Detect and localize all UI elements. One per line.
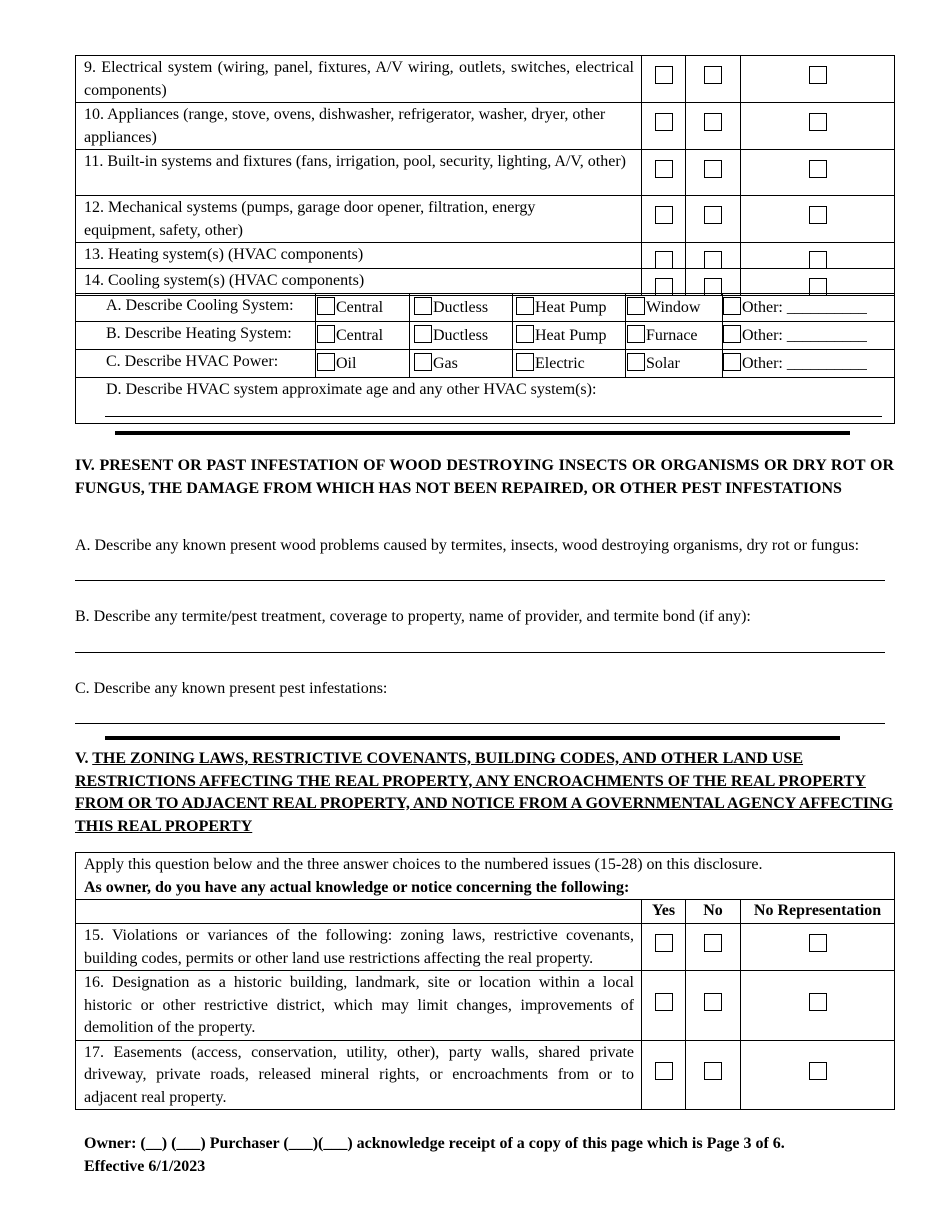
issue-16-no-checkbox[interactable]: [704, 993, 722, 1011]
issue-10-norep-checkbox[interactable]: [809, 113, 827, 131]
cooling-option-ductless: Ductless: [433, 299, 489, 316]
heating-heat-pump-checkbox[interactable]: [516, 325, 534, 343]
heating-option-furnace: Furnace: [646, 327, 698, 344]
heating-other-checkbox[interactable]: [723, 325, 741, 343]
section3-issues-table: [75, 55, 895, 296]
table-row: [76, 103, 895, 150]
heating-central-checkbox[interactable]: [317, 325, 335, 343]
instruction-row: [76, 853, 895, 900]
issue-11-text: 11. Built-in systems and fixtures (fans, irrigation, pool, security, lighting, A/V, other): [76, 150, 642, 196]
question-b-input[interactable]: [75, 652, 885, 653]
issue-16-text: 16. Designation as a historic building, landmark, site or location within a local historic or other restrictive district, which may limit changes, improvements of demolition of the property.: [76, 971, 642, 1041]
issue-11-yes-checkbox[interactable]: [655, 160, 673, 178]
cooling-option-heat-pump: Heat Pump: [535, 299, 607, 316]
power-option-other: Other: __________: [742, 355, 867, 372]
section4-heading: IV. PRESENT OR PAST INFESTATION OF WOOD DESTROYING INSECTS OR ORGANISMS OR DRY ROT OR FUNGUS, THE DAMAGE FROM WHICH HAS NOT BEEN REPAIRED, OR OTHER PEST INFESTATIONS: [75, 457, 894, 497]
issue-10-no-checkbox[interactable]: [704, 113, 722, 131]
footer: [84, 1133, 934, 1178]
issue-16-yes-checkbox[interactable]: [655, 993, 673, 1011]
heating-option-central: Central: [336, 327, 384, 344]
power-other-checkbox[interactable]: [723, 353, 741, 371]
question-c-input[interactable]: [75, 723, 885, 724]
power-electric-checkbox[interactable]: [516, 353, 534, 371]
section4-question-b: B. Describe any termite/pest treatment, coverage to property, name of provider, and termite bond (if any):: [75, 608, 751, 625]
question-a-input[interactable]: [75, 580, 885, 581]
blank-header: [76, 900, 642, 924]
cooling-window-checkbox[interactable]: [627, 297, 645, 315]
footer-acknowledgement: Owner: (__) (___) Purchaser (___)(___) acknowledge receipt of a copy of this page which is Page 3 of 6.: [84, 1135, 785, 1152]
issue-9-yes-checkbox[interactable]: [655, 66, 673, 84]
hvac-power-row: [76, 350, 895, 378]
issue-11-no-checkbox[interactable]: [704, 160, 722, 178]
issue-10-yes-checkbox[interactable]: [655, 113, 673, 131]
issue-13-no-checkbox[interactable]: [704, 251, 722, 269]
heating-option-heat-pump: Heat Pump: [535, 327, 607, 344]
hvac-describe-table: [75, 293, 895, 424]
section-divider: [115, 431, 850, 435]
issue-17-norep-checkbox[interactable]: [809, 1062, 827, 1080]
power-option-solar: Solar: [646, 355, 680, 372]
issue-11-norep-checkbox[interactable]: [809, 160, 827, 178]
issue-15-yes-checkbox[interactable]: [655, 934, 673, 952]
table-row: [76, 150, 895, 196]
issue-15-norep-checkbox[interactable]: [809, 934, 827, 952]
power-gas-checkbox[interactable]: [414, 353, 432, 371]
cooling-option-window: Window: [646, 299, 701, 316]
table-row: [76, 243, 895, 269]
section4-question-a: A. Describe any known present wood problems caused by termites, insects, wood destroying organisms, dry rot or fungus:: [75, 537, 860, 554]
norep-column-header: No Representation: [741, 900, 895, 924]
heating-label: B. Describe Heating System:: [76, 322, 316, 350]
cooling-other-checkbox[interactable]: [723, 297, 741, 315]
issue-16-norep-checkbox[interactable]: [809, 993, 827, 1011]
issue-9-norep-checkbox[interactable]: [809, 66, 827, 84]
issue-10-text: 10. Appliances (range, stove, ovens, dishwasher, refrigerator, washer, dryer, other appliances): [76, 103, 642, 150]
cooling-option-other: Other: __________: [742, 299, 867, 316]
power-oil-checkbox[interactable]: [317, 353, 335, 371]
yes-column-header: Yes: [642, 900, 686, 924]
no-column-header: No: [686, 900, 741, 924]
issue-9-text: 9. Electrical system (wiring, panel, fixtures, A/V wiring, outlets, switches, electrical components): [76, 56, 642, 103]
section5-table: [75, 852, 895, 1110]
issue-17-no-checkbox[interactable]: [704, 1062, 722, 1080]
table-row: [76, 56, 895, 103]
table-row: [76, 971, 895, 1041]
table-row: [76, 924, 895, 971]
cooling-central-checkbox[interactable]: [317, 297, 335, 315]
header-row: [76, 900, 895, 924]
hvac-age-input[interactable]: [105, 416, 882, 417]
issue-13-yes-checkbox[interactable]: [655, 251, 673, 269]
power-option-gas: Gas: [433, 355, 458, 372]
issue-15-no-checkbox[interactable]: [704, 934, 722, 952]
power-solar-checkbox[interactable]: [627, 353, 645, 371]
section5-prefix: V.: [75, 750, 93, 767]
hvac-age-row: [76, 378, 895, 424]
issue-15-text: 15. Violations or variances of the following: zoning laws, restrictive covenants, building codes, permits or other land use restrictions affecting the real property.: [76, 924, 642, 971]
issue-14-text: 14. Cooling system(s) (HVAC components): [76, 269, 642, 296]
heating-option-ductless: Ductless: [433, 327, 489, 344]
issue-9-no-checkbox[interactable]: [704, 66, 722, 84]
cooling-option-central: Central: [336, 299, 384, 316]
section5-instruction: Apply this question below and the three answer choices to the numbered issues (15-28) on this disclosure.: [84, 856, 763, 873]
cooling-label: A. Describe Cooling System:: [76, 294, 316, 322]
power-label: C. Describe HVAC Power:: [76, 350, 316, 378]
cooling-ductless-checkbox[interactable]: [414, 297, 432, 315]
heating-furnace-checkbox[interactable]: [627, 325, 645, 343]
cooling-heat-pump-checkbox[interactable]: [516, 297, 534, 315]
footer-effective-date: Effective 6/1/2023: [84, 1157, 206, 1175]
section4-question-c: C. Describe any known present pest infestations:: [75, 680, 388, 697]
table-row: [76, 269, 895, 296]
table-row: [76, 196, 895, 243]
issue-12-no-checkbox[interactable]: [704, 206, 722, 224]
heating-ductless-checkbox[interactable]: [414, 325, 432, 343]
power-option-oil: Oil: [336, 355, 357, 372]
issue-13-norep-checkbox[interactable]: [809, 251, 827, 269]
issue-12-text: 12. Mechanical systems (pumps, garage door opener, filtration, energy equipment, safety, other): [76, 196, 642, 243]
table-row: [76, 1040, 895, 1110]
section5-question: As owner, do you have any actual knowledge or notice concerning the following:: [84, 878, 630, 896]
issue-12-yes-checkbox[interactable]: [655, 206, 673, 224]
issue-17-text: 17. Easements (access, conservation, utility, other), party walls, shared private driveway, private roads, released mineral rights, or encroachments from or to adjacent real property.: [76, 1040, 642, 1110]
section-divider: [105, 736, 840, 740]
section5-heading: [75, 748, 894, 838]
hvac-heating-row: [76, 322, 895, 350]
issue-12-norep-checkbox[interactable]: [809, 206, 827, 224]
hvac-cooling-row: [76, 294, 895, 322]
hvac-age-label: D. Describe HVAC system approximate age and any other HVAC system(s):: [106, 381, 597, 398]
section5-heading-text: THE ZONING LAWS, RESTRICTIVE COVENANTS, BUILDING CODES, AND OTHER LAND USE RESTRICTIONS AFFECTING THE REAL PROPERTY, ANY ENCROACHMENTS OF THE REAL PROPERTY FROM OR TO ADJACENT REAL PROPERTY, AND NOTICE FROM A GOVERNMENTAL AGENCY AFFECTING THIS REAL PROPERTY: [75, 750, 894, 835]
power-option-electric: Electric: [535, 355, 585, 372]
issue-17-yes-checkbox[interactable]: [655, 1062, 673, 1080]
issue-13-text: 13. Heating system(s) (HVAC components): [76, 243, 642, 269]
heating-option-other: Other: __________: [742, 327, 867, 344]
